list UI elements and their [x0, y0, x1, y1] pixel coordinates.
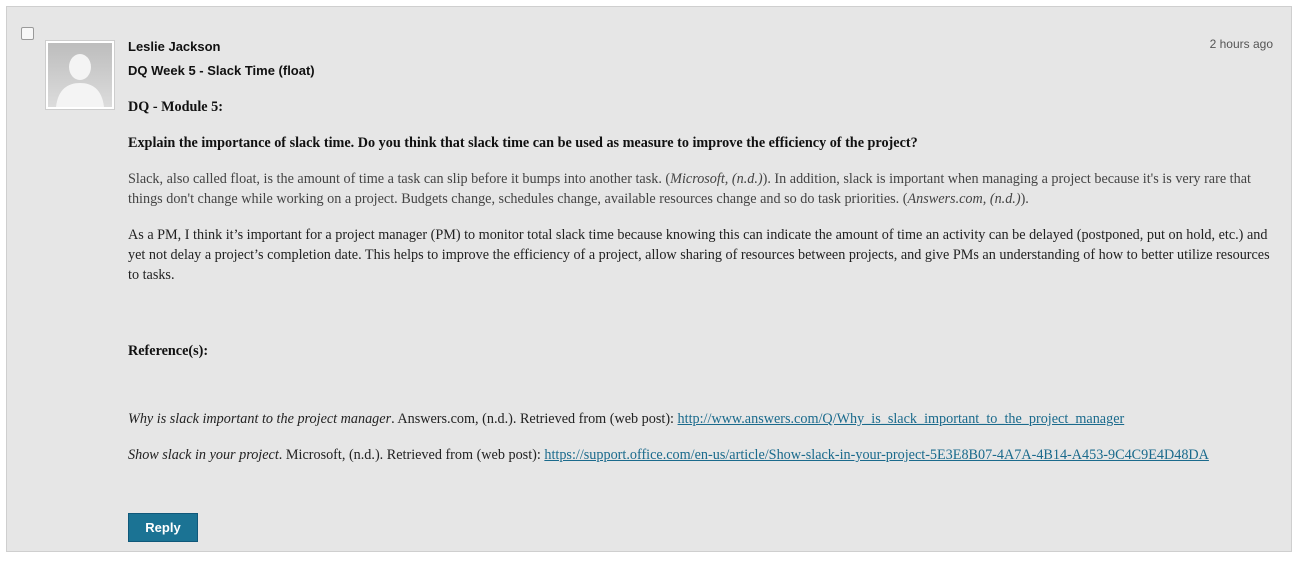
discussion-post — [6, 6, 1292, 552]
paragraph-text: Slack, also called float, is the amount of time a task can slip before it bumps into another task. ( — [128, 171, 671, 187]
post-body — [128, 97, 1276, 465]
reference-item — [128, 445, 1276, 465]
citation: Microsoft, (n.d.) — [670, 171, 763, 187]
paragraph-slack-definition — [128, 169, 1276, 209]
paragraph-text: ). — [1020, 191, 1029, 207]
reference-title: Show slack in your project — [128, 447, 279, 463]
reference-text: . Answers.com, (n.d.). Retrieved from (web post): — [391, 411, 678, 427]
avatar — [45, 40, 115, 110]
post-subject: DQ Week 5 - Slack Time (float) — [128, 63, 315, 78]
select-post-checkbox[interactable] — [21, 27, 34, 40]
post-author: Leslie Jackson — [128, 39, 221, 54]
reference-title: Why is slack important to the project manager — [128, 411, 392, 427]
reference-text: . Microsoft, (n.d.). Retrieved from (web post): — [278, 447, 545, 463]
module-heading: DQ - Module 5: — [128, 99, 223, 115]
reference-item — [128, 409, 1276, 429]
reply-button[interactable]: Reply — [128, 513, 198, 542]
reference-link[interactable]: http://www.answers.com/Q/Why_is_slack_important_to_the_project_manager — [677, 411, 1125, 427]
question-text: Explain the importance of slack time. Do you think that slack time can be used as measure to improve the efficiency of the project? — [128, 135, 918, 151]
post-timestamp: 2 hours ago — [1209, 37, 1273, 51]
citation: Answers.com, (n.d.) — [907, 191, 1021, 207]
paragraph-text: ). In addition, slack is important when managing a project because it's is very rare that things don't change while working on a project. Budgets change, schedules change, available resources change and so do task priorities. ( — [128, 171, 1251, 207]
user-silhouette-icon — [48, 43, 112, 107]
paragraph-pm-opinion: As a PM, I think it’s important for a project manager (PM) to monitor total slack time because knowing this can indicate the amount of time an activity can be delayed (postponed, put on hold, etc.) and yet not delay a project’s completion date. This helps to improve the efficiency of a project, allow sharing of resources between projects, and give PMs an understanding of how to better utilize resources to tasks. — [128, 227, 1270, 283]
references-heading: Reference(s): — [128, 343, 209, 359]
reference-link[interactable]: https://support.office.com/en-us/article/Show-slack-in-your-project-5E3E8B07-4A7A-4B14-A453-9C4C9E4D48DA — [544, 447, 1209, 463]
